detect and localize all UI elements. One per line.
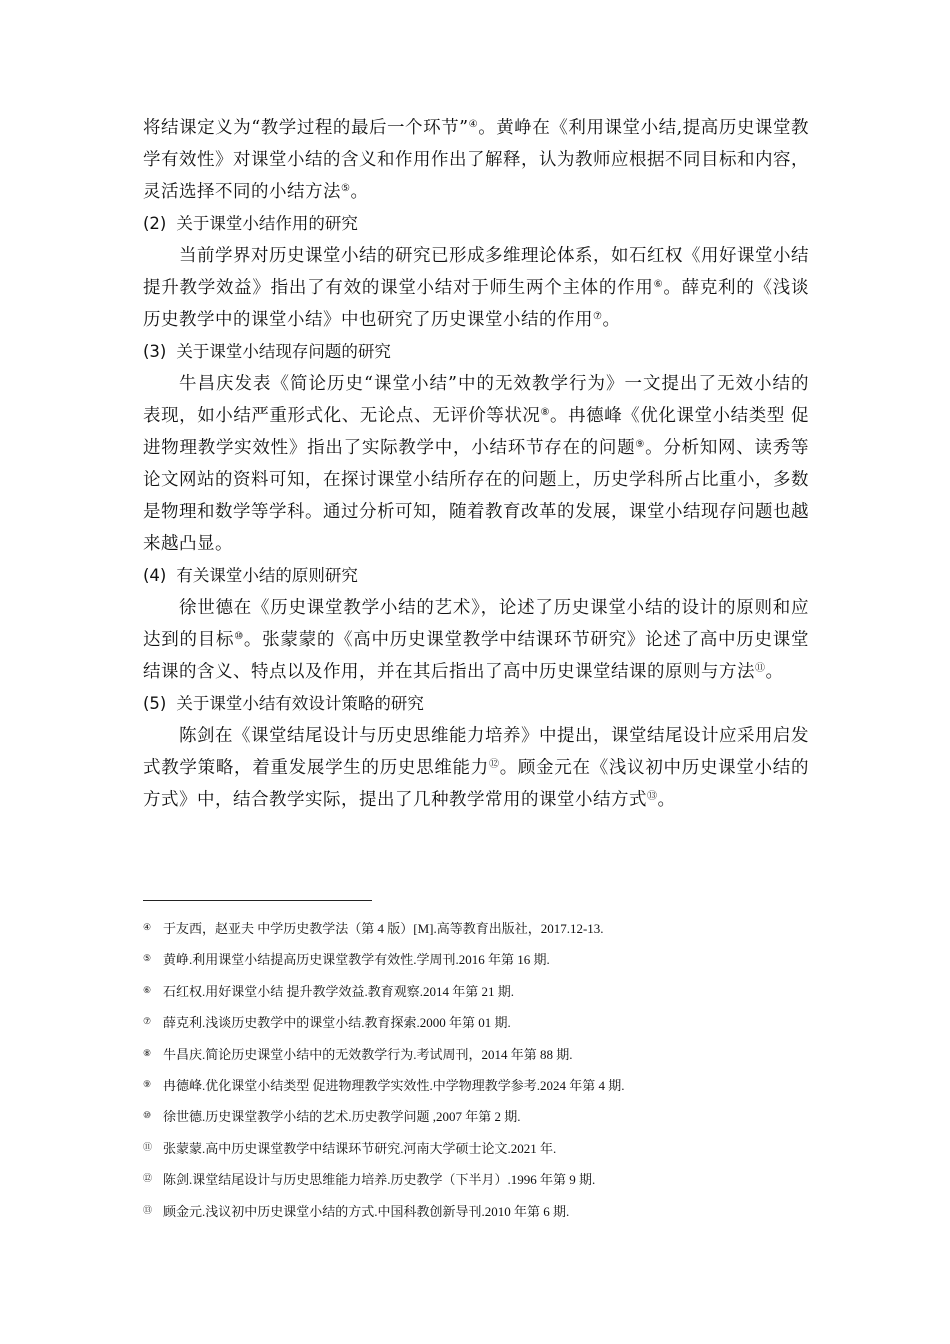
footnote-text: 张蒙蒙.高中历史课堂教学中结课环节研究.河南大学硕士论文.2021 年. <box>163 1140 557 1156</box>
section-heading-4 <box>143 560 809 592</box>
footnote-item <box>143 1163 823 1194</box>
paragraph-text: 牛昌庆发表《简论历史“课堂小结”中的无效教学行为》一文提出了无效小结的表现，如小结严重形式化、无论点、无评价等状况 <box>143 374 809 426</box>
paragraph-text: 当前学界对历史课堂小结的研究已形成多维理论体系，如石红权《用好课堂小结 提升教学效益》指出了有效的课堂小结对于师生两个主体的作用 <box>143 246 809 298</box>
main-text <box>143 112 809 816</box>
footnote-item <box>143 1100 823 1131</box>
footnote-mark: ⑧ <box>143 1047 152 1058</box>
footnote-text: 薛克利.浅谈历史教学中的课堂小结.教育探索.2000 年第 01 期. <box>163 1015 511 1031</box>
footnote-mark: ⑤ <box>143 953 152 964</box>
footnotes <box>143 912 823 1226</box>
footnote-text: 顾金元.浅议初中历史课堂小结的方式.中国科教创新导刊.2010 年第 6 期. <box>163 1203 570 1219</box>
footnote-text: 陈剑.课堂结尾设计与历史思维能力培养.历史教学（下半月）.1996 年第 9 期. <box>163 1172 596 1188</box>
footnote-mark: ④ <box>143 922 152 932</box>
section-heading-5 <box>143 688 809 720</box>
heading-title: 关于课堂小结现存问题的研究 <box>176 342 391 361</box>
footnote-ref[interactable]: ⑫ <box>488 759 500 770</box>
footnote-item <box>143 912 823 943</box>
paragraph-text: 。薛克利的《浅谈历史教学中的课堂小结》中也研究了历史课堂小结的作用 <box>143 278 810 330</box>
paragraph-5 <box>143 720 809 816</box>
paragraph-text: 。 <box>657 790 676 810</box>
footnote-ref[interactable]: ⑨ <box>635 439 646 450</box>
footnote-item <box>143 1069 823 1100</box>
footnote-text: 于友西，赵亚夫 中学历史教学法（第 4 版）[M].高等教育出版社，2017.12-13. <box>163 921 604 936</box>
footnote-text: 牛昌庆.简论历史课堂小结中的无效教学行为.考试周刊，2014 年第 88 期. <box>163 1046 573 1062</box>
footnote-mark: ⑪ <box>143 1141 153 1152</box>
footnote-mark: ⑩ <box>143 1110 152 1121</box>
footnote-item <box>143 975 823 1006</box>
heading-number: (3) <box>143 342 167 361</box>
paragraph-text: 徐世德在《历史课堂教学小结的艺术》，论述了历史课堂小结的设计的原则和应达到的目标 <box>143 598 809 650</box>
footnote-ref[interactable]: ⑧ <box>540 407 551 418</box>
footnote-ref[interactable]: ⑤ <box>341 183 351 194</box>
footnote-ref[interactable]: ⑥ <box>653 279 664 290</box>
footnote-item <box>143 1038 823 1069</box>
footnote-mark: ⑬ <box>143 1204 153 1215</box>
footnote-item <box>143 1132 823 1163</box>
paragraph-2 <box>143 240 809 336</box>
paragraph-3 <box>143 368 809 560</box>
paragraph-text: 。冉德峰《优化课堂小结类型 促进物理教学实效性》指出了实际教学中，小结环节存在的问题 <box>143 406 810 458</box>
footnote-text: 石红权.用好课堂小结 提升教学效益.教育观察.2014 年第 21 期. <box>163 983 515 999</box>
paragraph-1 <box>143 112 809 208</box>
footnote-ref[interactable]: ⑬ <box>647 791 658 802</box>
footnote-ref[interactable]: ④ <box>468 119 479 130</box>
paragraph-text: 。 <box>350 182 369 202</box>
footnote-mark: ⑨ <box>143 1078 152 1089</box>
paragraph-text: 。黄峥在《利用课堂小结,提高历史课堂教学有效性》对课堂小结的含义和作用作出了解释，认为教师应根据不同目标和内容，灵活选择不同的小结方法 <box>143 118 810 202</box>
heading-title: 关于课堂小结有效设计策略的研究 <box>176 694 424 713</box>
footnote-mark: ⑥ <box>143 984 152 995</box>
paragraph-text: 。张蒙蒙的《高中历史课堂教学中结课环节研究》论述了高中历史课堂结课的含义、特点以及作用，并在其后指出了高中历史课堂结课的原则与方法 <box>143 630 809 682</box>
footnote-ref[interactable]: ⑩ <box>234 631 244 642</box>
section-heading-3 <box>143 336 809 368</box>
paragraph-text: 。顾金元在《浅议初中历史课堂小结的方式》中，结合教学实际，提出了几种教学常用的课堂小结方式 <box>143 758 810 810</box>
heading-number: (4) <box>143 566 167 585</box>
footnote-ref[interactable]: ⑦ <box>593 311 603 322</box>
footnote-text: 黄峥.利用课堂小结提高历史课堂教学有效性.学周刊.2016 年第 16 期. <box>163 952 550 968</box>
footnote-mark: ⑦ <box>143 1016 152 1027</box>
heading-number: (5) <box>143 694 167 713</box>
footnote-ref[interactable]: ⑪ <box>755 663 766 674</box>
heading-title: 有关课堂小结的原则研究 <box>176 566 358 585</box>
heading-number: (2) <box>143 214 167 233</box>
section-heading-2 <box>143 208 809 240</box>
footnote-item <box>143 1195 823 1226</box>
footnote-separator <box>143 900 372 901</box>
footnote-text: 冉德峰.优化课堂小结类型 促进物理教学实效性.中学物理教学参考.2024 年第 4 期. <box>163 1077 625 1093</box>
paragraph-text: 。分析知网、读秀等论文网站的资料可知，在探讨课堂小结所存在的问题上，历史学科所占比重小，多数是物理和数学等学科。通过分析可知，随着教育改革的发展，课堂小结现存问题也越来越凸显。 <box>143 438 810 554</box>
heading-title: 关于课堂小结作用的研究 <box>176 214 358 233</box>
paragraph-4 <box>143 592 809 688</box>
footnote-text: 徐世德.历史课堂教学小结的艺术.历史教学问题 ,2007 年第 2 期. <box>163 1109 521 1125</box>
paragraph-text: 。 <box>765 662 784 682</box>
footnote-item <box>143 1006 823 1037</box>
paragraph-text: 陈剑在《课堂结尾设计与历史思维能力培养》中提出，课堂结尾设计应采用启发式教学策略，着重发展学生的历史思维能力 <box>143 726 809 778</box>
footnote-mark: ⑫ <box>143 1173 153 1184</box>
paragraph-text: 将结课定义为“教学过程的最后一个环节” <box>143 118 469 138</box>
paragraph-text: 。 <box>602 310 621 330</box>
footnote-item <box>143 943 823 974</box>
